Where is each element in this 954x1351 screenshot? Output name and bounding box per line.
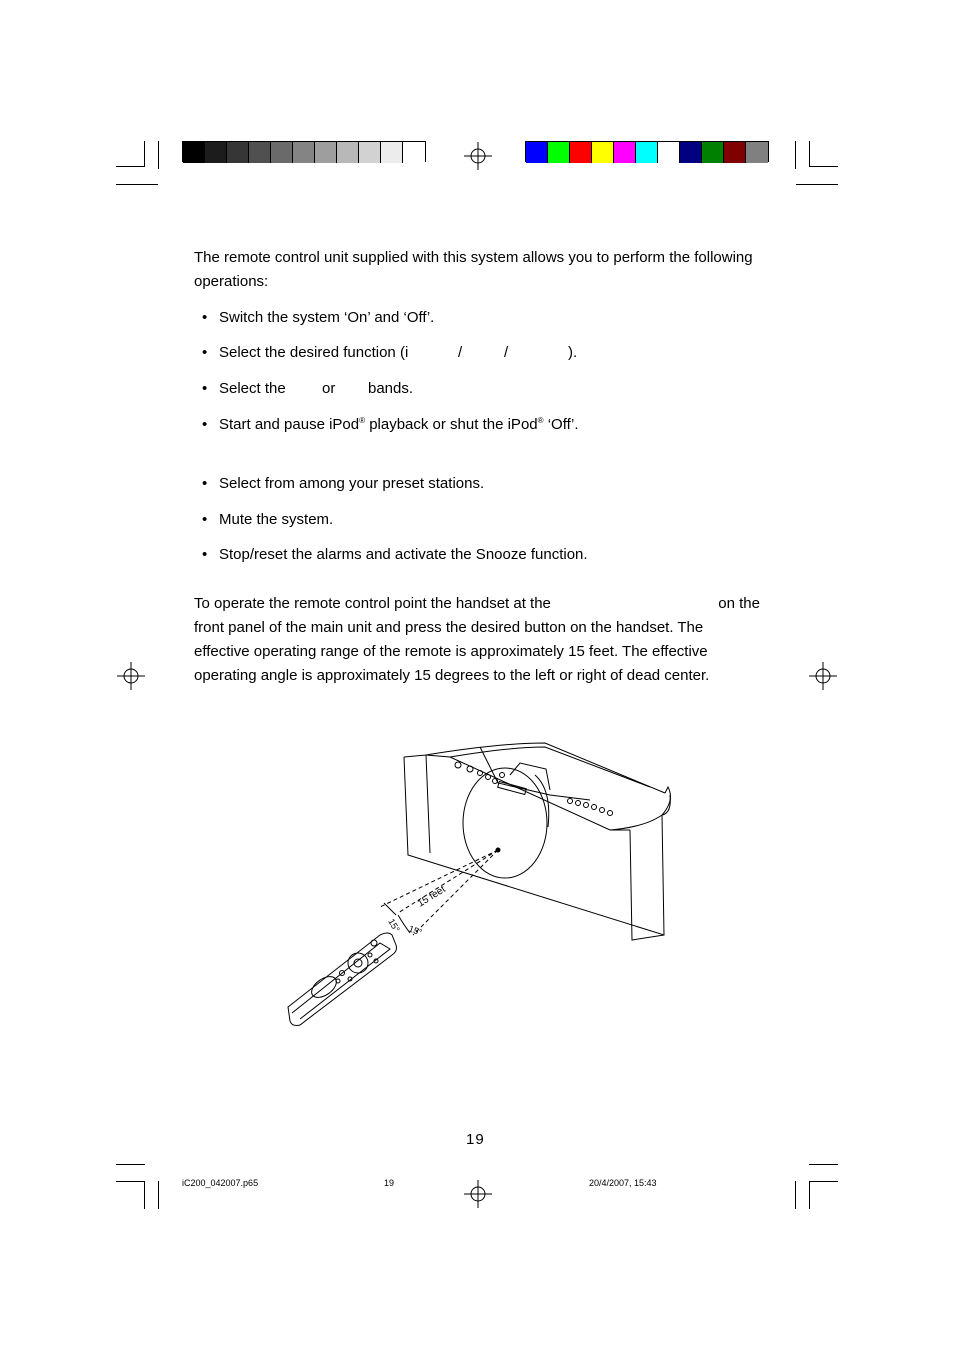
color-swatch [614,142,636,163]
color-swatch [337,142,359,163]
remote-operating-range-illustration [280,735,680,1030]
operate-line: effective operating range of the remote is approximately 15 feet. The effective [194,643,708,660]
color-swatch [592,142,614,163]
color-swatch [205,142,227,163]
remote-control-illustration [288,933,397,1026]
registration-mark-icon [809,662,837,690]
main-unit-illustration [404,743,670,940]
color-swatch [359,142,381,163]
list-item: • Stop/reset the alarms and activate the Snooze function. [202,546,588,563]
color-swatch [381,142,403,163]
list-item: • Select the or bands. [202,380,414,397]
color-swatch [227,142,249,163]
color-calibration-bar [525,141,769,162]
registered-mark: ® [359,416,366,425]
color-swatch [526,142,548,163]
list-item: • Select the desired function (i / / ). [202,344,578,361]
color-swatch [548,142,570,163]
intro-line: operations: [194,273,269,290]
footer-page: 19 [384,1178,395,1188]
operate-line: operating angle is approximately 15 degrees to the left or right of dead center. [194,667,710,684]
color-swatch [680,142,702,163]
registered-mark: ® [537,416,544,425]
color-swatch [570,142,592,163]
registration-mark-icon [464,142,492,170]
list-item: • Select from among your preset stations. [202,475,485,492]
grayscale-color-bar [182,141,426,162]
range-label: 15 feet [415,884,448,910]
color-swatch [249,142,271,163]
color-swatch [271,142,293,163]
list-item: • Switch the system ‘On’ and ‘Off’. [202,309,435,326]
color-swatch [636,142,658,163]
color-swatch [702,142,724,163]
operate-line: on the [718,595,760,612]
list-item: • Mute the system. [202,511,334,528]
operate-paragraph [194,592,760,688]
footer-datetime: 20/4/2007, 15:43 [589,1178,657,1188]
operate-line: front panel of the main unit and press the desired button on the handset. The [194,619,704,636]
color-swatch [724,142,746,163]
color-swatch [403,142,425,163]
color-swatch [658,142,680,163]
intro-paragraph [194,246,760,294]
color-swatch [315,142,337,163]
registration-mark-icon [117,662,145,690]
intro-line: The remote control unit supplied with this system allows you to perform the following [194,249,753,266]
list-item: • Start and pause iPod® playback or shut the iPod® ‘Off’. [202,416,579,433]
color-swatch [293,142,315,163]
page-number: 19 [466,1131,485,1148]
operate-line: To operate the remote control point the handset at the [194,595,551,612]
color-swatch [746,142,768,163]
angle-label: 15° [407,923,424,938]
color-swatch [183,142,205,163]
angle-label: 15° [386,917,402,934]
footer-file: iC200_042007.p65 [182,1178,259,1188]
registration-mark-icon [464,1180,492,1208]
